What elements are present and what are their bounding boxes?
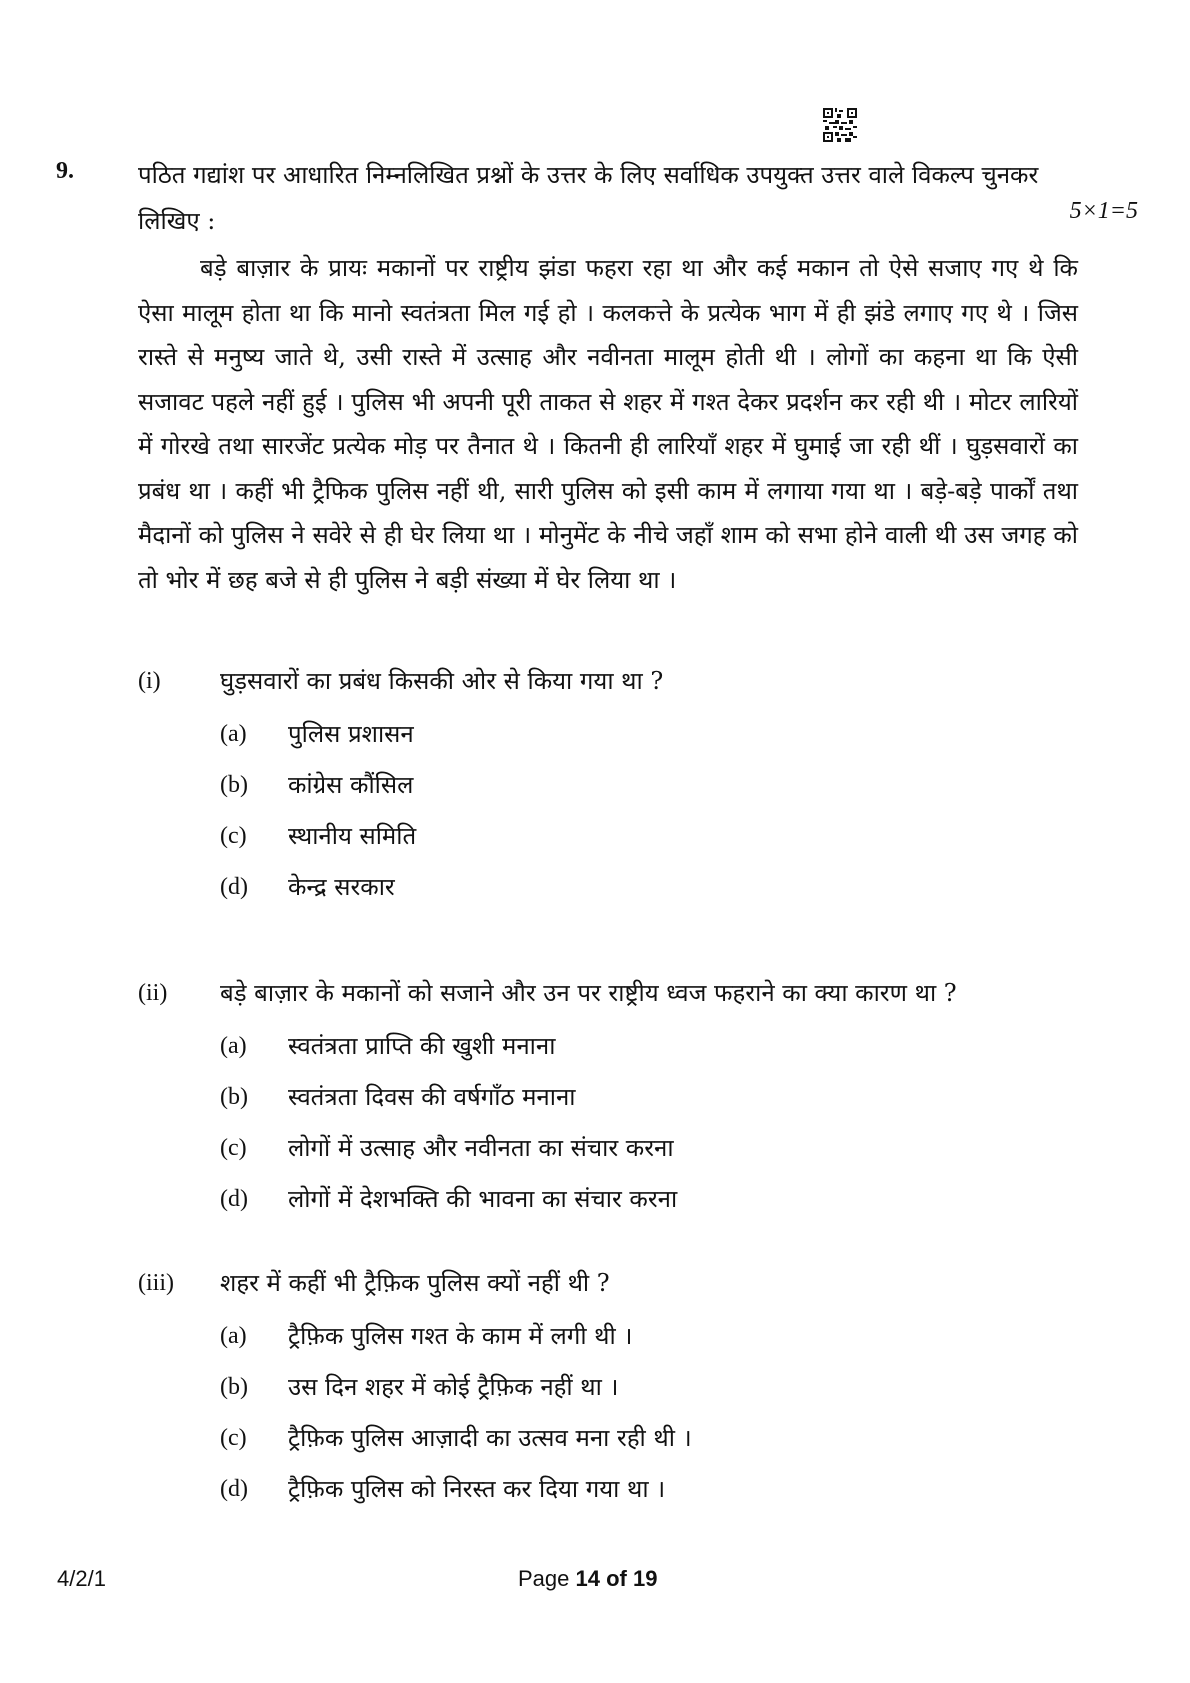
option-b (220, 1361, 1078, 1412)
subquestion-text: शहर में कहीं भी ट्रैफ़िक पुलिस क्यों नहीं थी ? (220, 1269, 610, 1297)
option-text: स्वतंत्रता दिवस की वर्षगाँठ मनाना (288, 1082, 576, 1111)
option-text: उस दिन शहर में कोई ट्रैफ़िक नहीं था । (288, 1372, 619, 1401)
option-label: (b) (220, 1083, 248, 1110)
option-text: केन्द्र सरकार (288, 872, 395, 901)
option-text: ट्रैफ़िक पुलिस गश्त के काम में लगी थी । (288, 1321, 633, 1350)
subquestion-number: (i) (138, 668, 161, 694)
subquestion-number: (ii) (138, 980, 168, 1006)
question-prompt: पठित गद्यांश पर आधारित निम्नलिखित प्रश्नों के उत्तर के लिए सर्वाधिक उपयुक्त उत्तर वाले विकल्प चुनकर लिखिए : (138, 161, 1039, 235)
page-number (518, 1566, 657, 1592)
option-text: ट्रैफ़िक पुलिस आज़ादी का उत्सव मना रही थी । (288, 1423, 692, 1452)
option-a (220, 1020, 1078, 1071)
passage-text: बड़े बाज़ार के प्रायः मकानों पर राष्ट्रीय झंडा फहरा रहा था और कई मकान तो ऐसे सजाए गए थे कि ऐसा मालूम होता था कि मानो स्वतंत्रता मिल गई हो । कलकत्ते के प्रत्येक भाग में ही झंडे लगाए गए थे । जिस रास्ते से मनुष्य जाते थे, उसी रास्ते में उत्साह और नवीनता मालूम होती थी । लोगों का कहना था कि ऐसी सजावट पहले नहीं हुई । पुलिस भी अपनी पूरी ताकत से शहर में गश्त देकर प्रदर्शन कर रही थी । मोटर लारियों में गोरखे तथा सारजेंट प्रत्येक मोड़ पर तैनात थे । कितनी ही लारियाँ शहर में घुमाई जा रही थीं । घुड़सवारों का प्रबंध था । कहीं भी ट्रैफिक पुलिस नहीं थी, सारी पुलिस को इसी काम में लगाया गया था । बड़े-बड़े पार्कों तथा मैदानों को पुलिस ने सवेरे से ही घेर लिया था । मोनुमेंट के नीचे जहाँ शाम को सभा होने वाली थी उस जगह को तो भोर में छह बजे से ही पुलिस ने बड़ी संख्या में घेर लिया था । (138, 254, 1078, 594)
option-b (220, 759, 1078, 810)
question-number: 9. (56, 158, 74, 184)
option-b (220, 1071, 1078, 1122)
option-c (220, 810, 1078, 861)
option-label: (d) (220, 1475, 248, 1502)
options-list (220, 708, 1078, 912)
page-total: 19 (632, 1566, 658, 1591)
page-of: of (599, 1566, 633, 1591)
option-d (220, 1463, 1078, 1514)
option-c (220, 1122, 1078, 1173)
options-list (220, 1310, 1078, 1514)
option-text: स्वतंत्रता प्राप्ति की खुशी मनाना (288, 1031, 556, 1060)
options-list (220, 1020, 1078, 1224)
option-text: लोगों में देशभक्ति की भावना का संचार करना (288, 1184, 678, 1213)
option-text: लोगों में उत्साह और नवीनता का संचार करना (288, 1133, 674, 1162)
page-current: 14 (575, 1566, 600, 1591)
subquestion-i (138, 658, 1078, 912)
marks-label: 5×1=5 (1069, 198, 1138, 224)
option-label: (c) (220, 1134, 247, 1161)
option-label: (a) (220, 1032, 247, 1059)
subquestion-iii (138, 1260, 1078, 1514)
option-text: स्थानीय समिति (288, 821, 417, 850)
option-label: (d) (220, 873, 248, 900)
option-d (220, 861, 1078, 912)
option-a (220, 708, 1078, 759)
option-label: (c) (220, 1424, 247, 1451)
option-label: (b) (220, 1373, 248, 1400)
option-text: कांग्रेस कौंसिल (288, 770, 414, 799)
option-text: पुलिस प्रशासन (288, 719, 414, 748)
page-prefix: Page (518, 1566, 576, 1591)
option-label: (d) (220, 1185, 248, 1212)
option-c (220, 1412, 1078, 1463)
paper-code: 4/2/1 (57, 1566, 106, 1591)
option-d (220, 1173, 1078, 1224)
option-label: (a) (220, 720, 247, 747)
option-label: (b) (220, 771, 248, 798)
subquestion-number: (iii) (138, 1270, 174, 1296)
qr-code-icon (823, 108, 857, 142)
subquestion-text: घुड़सवारों का प्रबंध किसकी ओर से किया गया था ? (220, 667, 664, 695)
subquestion-text: बड़े बाज़ार के मकानों को सजाने और उन पर राष्ट्रीय ध्वज फहराने का क्या कारण था ? (220, 979, 957, 1007)
subquestion-ii (138, 970, 1078, 1224)
option-label: (a) (220, 1322, 247, 1349)
option-label: (c) (220, 822, 247, 849)
option-a (220, 1310, 1078, 1361)
option-text: ट्रैफ़िक पुलिस को निरस्त कर दिया गया था । (288, 1474, 666, 1503)
